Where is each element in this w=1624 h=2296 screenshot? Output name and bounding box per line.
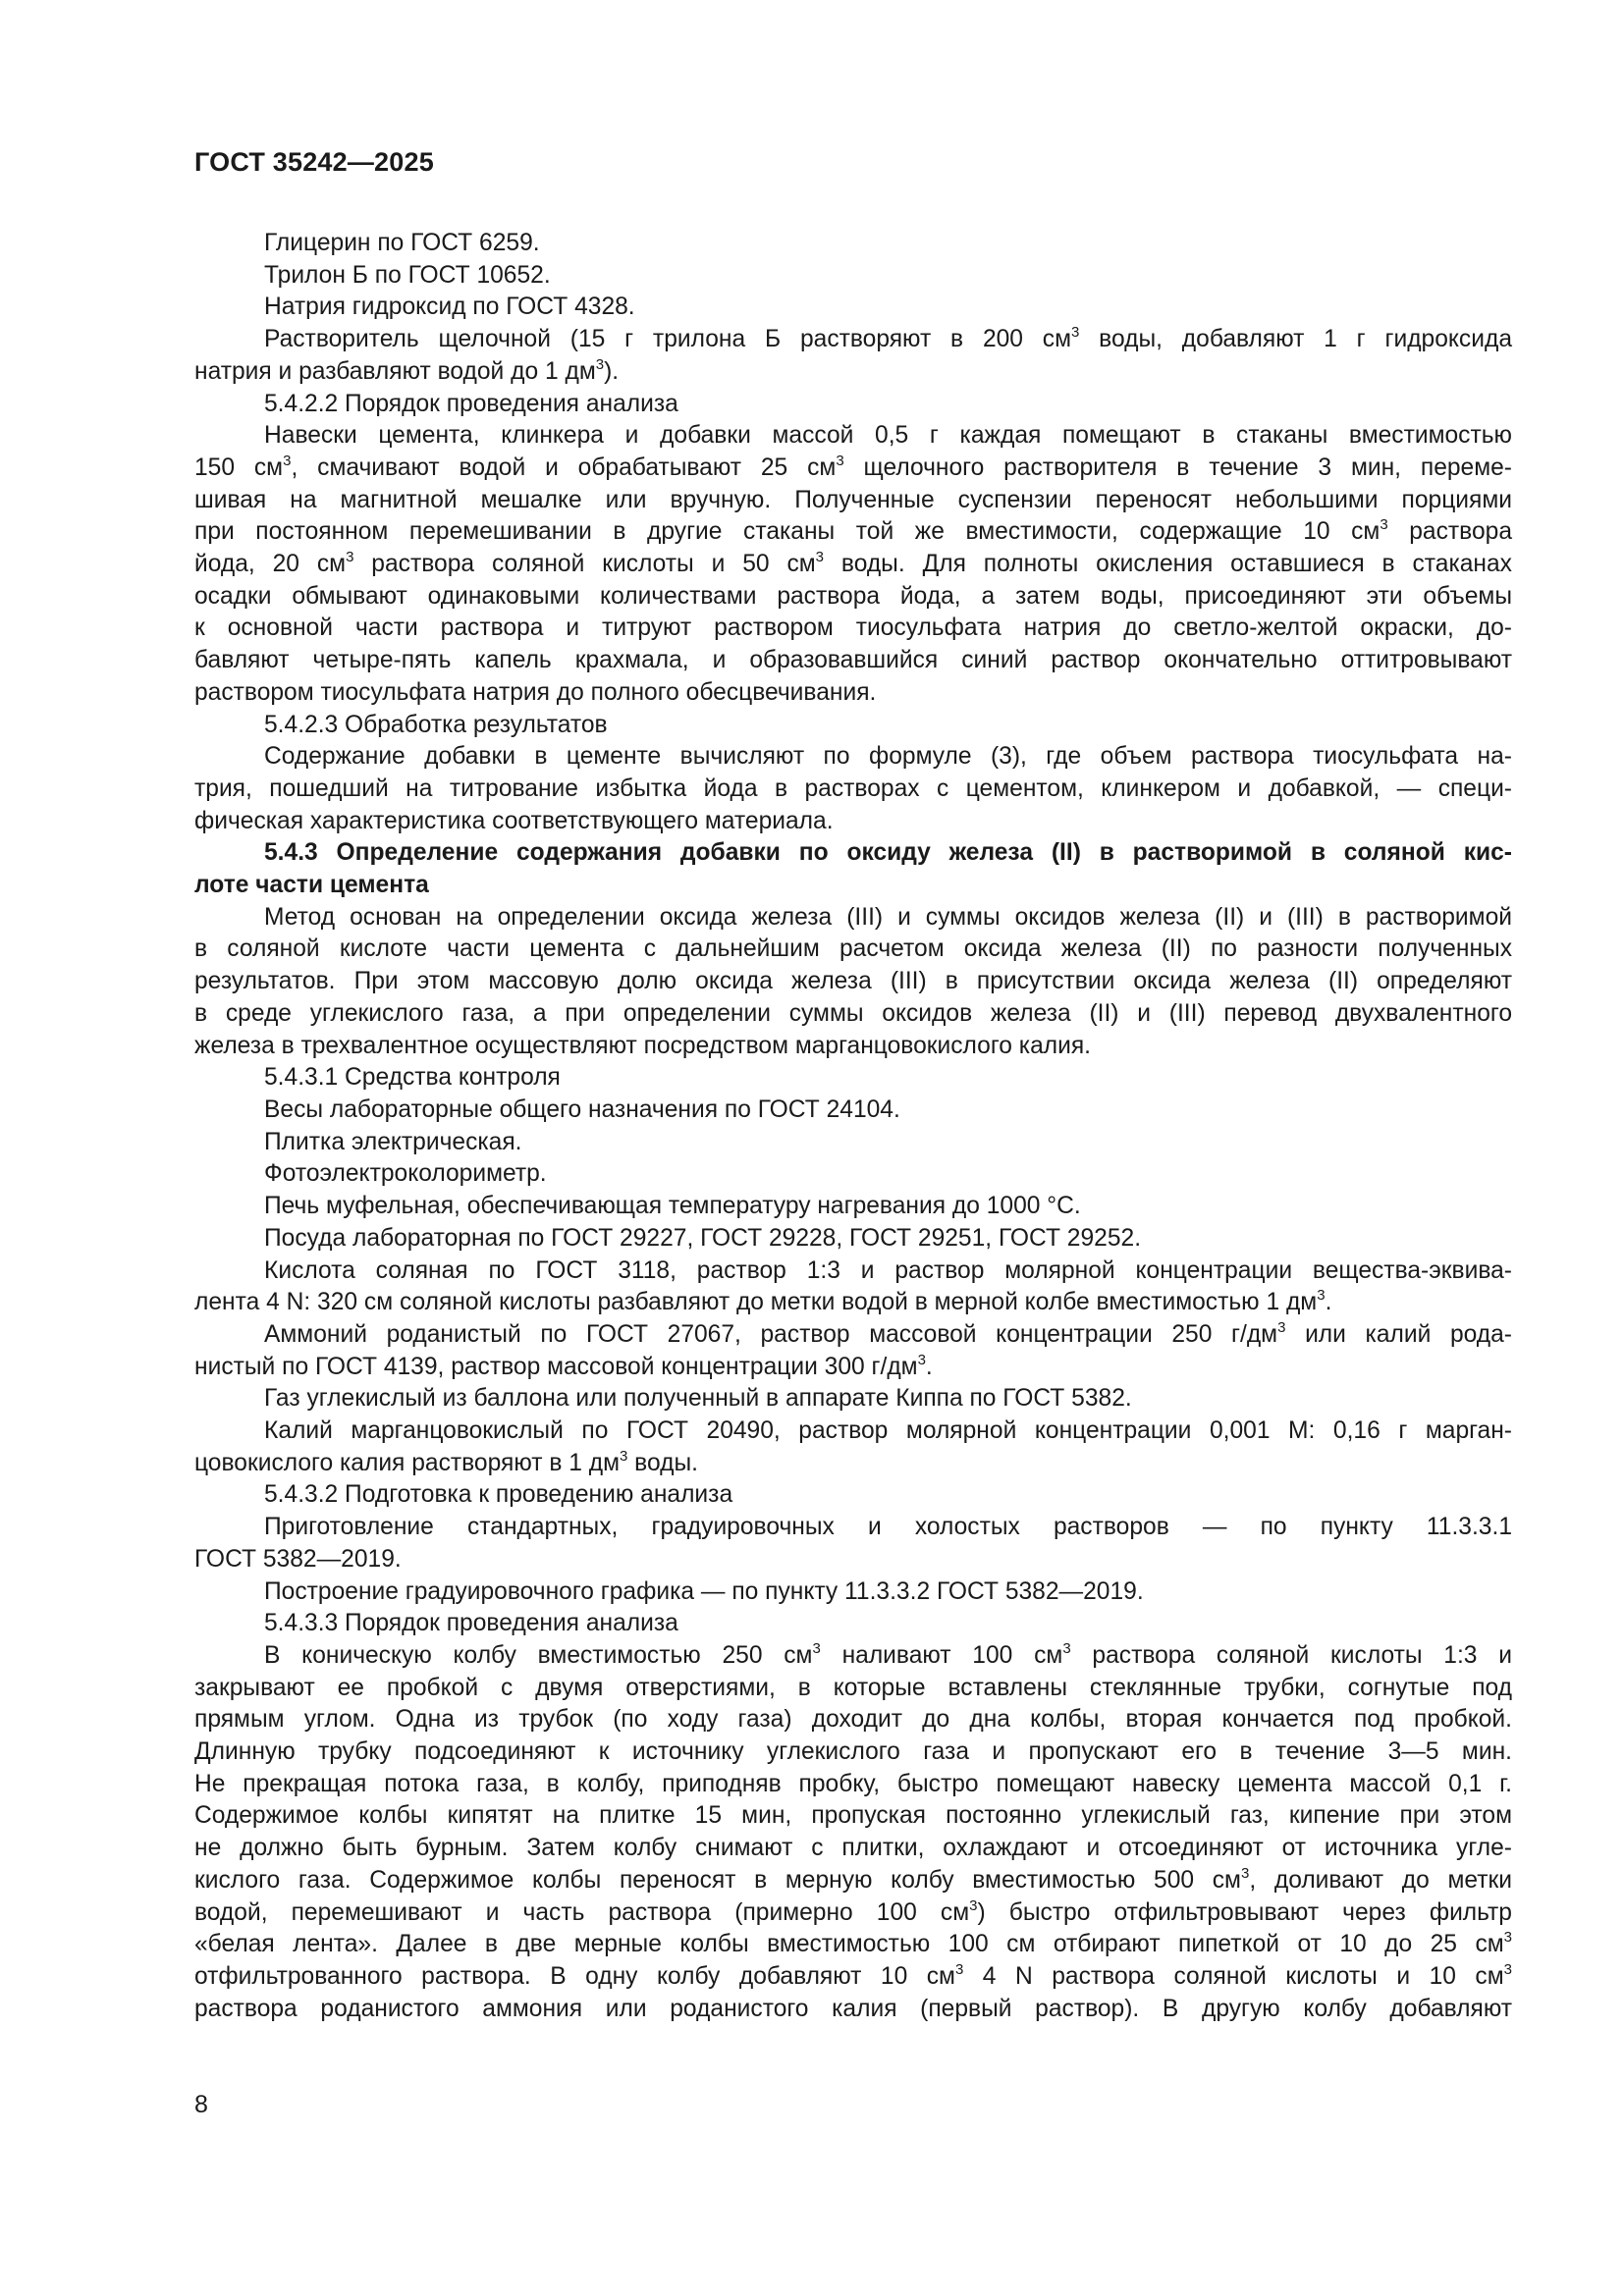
- text-run: Печь муфельная, обеспечивающая температуру нагревания до 1000 °С.: [264, 1193, 1081, 1220]
- text-line: [194, 1127, 1512, 1159]
- text-line: [194, 1736, 1512, 1769]
- text-line: [194, 1479, 1512, 1512]
- superscript: 3: [1317, 1287, 1326, 1305]
- text-line: [194, 645, 1512, 677]
- text-run: лента 4 N: 320 см соляной кислоты разбавляют до метки водой в мерной колбе вместимостью 1 дм: [194, 1289, 1318, 1316]
- text-line: [194, 1865, 1512, 1897]
- text-run: воды, добавляют 1 г гидроксида: [1079, 326, 1512, 353]
- text-line: [194, 1352, 1512, 1384]
- text-run: кислого газа. Содержимое колбы переносят в мерную колбу вместимостью 500 см: [194, 1866, 1241, 1894]
- text-run: Натрия гидроксид по ГОСТ 4328.: [264, 294, 635, 321]
- paragraph: [194, 324, 1512, 388]
- text-run: нистый по ГОСТ 4139, раствор массовой концентрации 300 г/дм: [194, 1353, 918, 1380]
- text-run: , смачивают водой и обрабатывают 25 см: [291, 454, 837, 481]
- paragraph: [194, 1383, 1512, 1415]
- text-run: Длинную трубку подсоединяют к источнику углекислого газа и пропускают его в течение 3—5 мин.: [194, 1738, 1512, 1766]
- paragraph: [194, 1415, 1512, 1479]
- text-line: [194, 389, 1512, 421]
- text-line: [194, 420, 1512, 453]
- paragraph: [194, 1158, 1512, 1191]
- text-run: «белая лента». Далее в две мерные колбы вместимостью 100 см отбирают пипеткой от 10 до 25 см: [194, 1931, 1504, 1958]
- text-line: [194, 1640, 1512, 1673]
- text-run: .: [1325, 1289, 1332, 1316]
- superscript: 3: [1277, 1318, 1286, 1336]
- text-run: 5.4.3.3 Порядок проведения анализа: [264, 1610, 678, 1637]
- text-line: [194, 1191, 1512, 1223]
- text-run: натрия и разбавляют водой до 1 дм: [194, 357, 596, 385]
- paragraph: [194, 710, 1512, 742]
- text-run: йода, 20 см: [194, 551, 347, 578]
- text-run: прямым углом. Одна из трубок (по ходу газа) доходит до дна колбы, вторая кончается под пробкой.: [194, 1706, 1512, 1734]
- paragraph: [194, 389, 1512, 421]
- paragraph: [194, 292, 1512, 324]
- text-line: [194, 1031, 1512, 1063]
- text-run: лоте части цемента: [194, 872, 429, 899]
- text-run: раствора: [1387, 518, 1512, 546]
- text-run: Навески цемента, клинкера и добавки массой 0,5 г каждая помещают в стаканы вместимостью: [264, 422, 1512, 450]
- text-line: [194, 1095, 1512, 1127]
- text-run: Кислота соляная по ГОСТ 3118, раствор 1:3 и раствор молярной концентрации вещества-эквива-: [264, 1256, 1512, 1284]
- text-line: [194, 677, 1512, 710]
- text-run: Содержание добавки в цементе вычисляют по формуле (3), где объем раствора тиосульфата на-: [264, 743, 1512, 771]
- text-run: осадки обмывают одинаковыми количествами раствора йода, а затем воды, присоединяют эти объемы: [194, 582, 1512, 610]
- text-line: [194, 1994, 1512, 2026]
- text-run: Газ углекислый из баллона или полученный в аппарате Киппа по ГОСТ 5382.: [264, 1385, 1132, 1413]
- text-run: 5.4.3 Определение содержания добавки по оксиду железа (II) в растворимой в соляной кис-: [264, 839, 1512, 867]
- text-run: Калий марганцовокислый по ГОСТ 20490, раствор молярной концентрации 0,001 М: 0,16 г марган-: [264, 1417, 1512, 1445]
- text-run: воды. Для полноты окисления оставшиеся в стаканах: [824, 551, 1512, 578]
- text-line: [194, 1800, 1512, 1833]
- text-run: или калий рода-: [1285, 1320, 1512, 1348]
- text-line: [194, 356, 1512, 389]
- paragraph: [194, 1512, 1512, 1575]
- text-run: ) быстро отфильтровывают через фильтр: [977, 1898, 1512, 1926]
- text-run: Не прекращая потока газа, в колбу, приподняв пробку, быстро помещают навеску цемента массой 0,1 г.: [194, 1770, 1512, 1797]
- text-run: закрывают ее пробкой с двумя отверстиями, в которые вставлены стеклянные трубки, согнутые под: [194, 1674, 1512, 1701]
- text-line: [194, 1961, 1512, 1994]
- text-run: Посуда лабораторная по ГОСТ 29227, ГОСТ 29228, ГОСТ 29251, ГОСТ 29252.: [264, 1224, 1142, 1252]
- paragraph: [194, 420, 1512, 709]
- text-run: Плитка электрическая.: [264, 1128, 522, 1155]
- paragraph: [194, 902, 1512, 1063]
- text-run: отфильтрованного раствора. В одну колбу добавляют 10 см: [194, 1962, 955, 1990]
- superscript: 3: [815, 549, 825, 566]
- text-run: цовокислого калия растворяют в 1 дм: [194, 1449, 620, 1476]
- superscript: 3: [1240, 1864, 1250, 1882]
- paragraph: [194, 1479, 1512, 1512]
- text-run: наливают 100 см: [820, 1641, 1063, 1669]
- text-line: [194, 1576, 1512, 1609]
- text-run: 150 см: [194, 454, 284, 481]
- text-run: Фотоэлектроколориметр.: [264, 1160, 547, 1188]
- paragraph: [194, 1255, 1512, 1319]
- text-line: [194, 1223, 1512, 1255]
- paragraph: [194, 1062, 1512, 1095]
- text-line: [194, 292, 1512, 324]
- superscript: 3: [1503, 1929, 1512, 1947]
- superscript: 3: [1380, 516, 1388, 534]
- text-line: [194, 228, 1512, 260]
- text-run: железа в трехвалентное осуществляют посредством марганцовокислого калия.: [194, 1032, 1092, 1059]
- document-body: [194, 228, 1512, 2025]
- text-run: в среде углекислого газа, а при определении суммы оксидов железа (II) и (III) перевод двухвалентного: [194, 999, 1512, 1027]
- paragraph: [194, 1608, 1512, 1640]
- text-line: [194, 741, 1512, 774]
- text-line: [194, 485, 1512, 517]
- superscript: 3: [1071, 324, 1080, 342]
- paragraph: [194, 1576, 1512, 1609]
- text-line: [194, 1512, 1512, 1544]
- text-run: Растворитель щелочной (15 г трилона Б растворяют в 200 см: [264, 326, 1072, 353]
- text-run: 5.4.2.3 Обработка результатов: [264, 711, 608, 738]
- document-header: ГОСТ 35242—2025: [194, 147, 434, 177]
- superscript: 3: [283, 452, 292, 469]
- text-line: [194, 934, 1512, 966]
- text-line: [194, 260, 1512, 293]
- text-run: бавляют четыре-пять капель крахмала, и образовавшийся синий раствор окончательно оттитровывают: [194, 647, 1512, 674]
- paragraph: [194, 228, 1512, 260]
- text-line: [194, 774, 1512, 806]
- text-run: 5.4.3.2 Подготовка к проведению анализа: [264, 1481, 733, 1509]
- superscript: 3: [595, 355, 605, 373]
- text-run: раствора роданистого аммония или роданистого калия (первый раствор). В другую колбу добавляют: [194, 1995, 1512, 2022]
- text-run: к основной части раствора и титруют раствором тиосульфата натрия до светло-желтой окраски, до-: [194, 614, 1512, 642]
- text-run: 4 N раствора соляной кислоты и 10 см: [963, 1962, 1504, 1990]
- text-run: раствора соляной кислоты 1:3 и: [1070, 1641, 1512, 1669]
- text-run: , доливают до метки: [1249, 1866, 1513, 1894]
- text-line: [194, 1158, 1512, 1191]
- text-line: [194, 837, 1512, 870]
- text-run: не должно быть бурным. Затем колбу снимают с плитки, охлаждают и отсоединяют от источника угле-: [194, 1835, 1512, 1862]
- paragraph: [194, 260, 1512, 293]
- text-run: 5.4.2.2 Порядок проведения анализа: [264, 390, 678, 417]
- text-run: Приготовление стандартных, градуировочных и холостых растворов — по пункту 11.3.3.1: [264, 1514, 1512, 1541]
- text-run: Построение градуировочного графика — по пункту 11.3.3.2 ГОСТ 5382—2019.: [264, 1577, 1144, 1605]
- paragraph: [194, 1191, 1512, 1223]
- text-run: трия, пошедший на титрование избытка йода в растворах с цементом, клинкером и добавкой, — специ-: [194, 774, 1512, 802]
- text-run: шивая на магнитной мешалке или вручную. Полученные суспензии переносят небольшими порциями: [194, 486, 1512, 513]
- paragraph: [194, 837, 1512, 901]
- text-line: [194, 581, 1512, 614]
- text-line: [194, 1673, 1512, 1705]
- superscript: 3: [346, 549, 354, 566]
- text-run: 5.4.3.1 Средства контроля: [264, 1064, 561, 1092]
- superscript: 3: [619, 1447, 628, 1465]
- text-line: [194, 1383, 1512, 1415]
- superscript: 3: [1503, 1960, 1512, 1978]
- text-line: [194, 1929, 1512, 1961]
- text-run: В коническую колбу вместимостью 250 см: [264, 1641, 813, 1669]
- superscript: 3: [969, 1896, 978, 1914]
- paragraph: [194, 1319, 1512, 1383]
- page-number: 8: [194, 2091, 208, 2118]
- text-line: [194, 1448, 1512, 1480]
- text-line: [194, 1833, 1512, 1865]
- text-line: [194, 1415, 1512, 1448]
- text-line: [194, 549, 1512, 581]
- text-line: [194, 1897, 1512, 1930]
- text-line: [194, 1704, 1512, 1736]
- text-run: Глицерин по ГОСТ 6259.: [264, 230, 540, 256]
- text-line: [194, 453, 1512, 485]
- text-line: [194, 870, 1512, 902]
- text-run: Содержимое колбы кипятят на плитке 15 мин, пропуская постоянно углекислый газ, кипение при этом: [194, 1802, 1512, 1830]
- text-line: [194, 998, 1512, 1031]
- superscript: 3: [917, 1351, 926, 1368]
- text-line: [194, 1544, 1512, 1576]
- paragraph: [194, 1127, 1512, 1159]
- text-run: при постоянном перемешивании в другие стаканы той же вместимости, содержащие 10 см: [194, 518, 1380, 546]
- text-line: [194, 1062, 1512, 1095]
- text-run: раствора соляной кислоты и 50 см: [353, 551, 816, 578]
- text-run: Метод основан на определении оксида железа (III) и суммы оксидов железа (II) и (III) в растворимой: [264, 903, 1512, 931]
- text-run: .: [925, 1353, 933, 1380]
- text-run: ГОСТ 5382—2019.: [194, 1545, 402, 1573]
- text-line: [194, 324, 1512, 356]
- text-run: Трилон Б по ГОСТ 10652.: [264, 261, 551, 289]
- text-line: [194, 1608, 1512, 1640]
- text-run: фическая характеристика соответствующего материала.: [194, 807, 834, 834]
- text-line: [194, 1769, 1512, 1801]
- text-run: Аммоний роданистый по ГОСТ 27067, раствор массовой концентрации 250 г/дм: [264, 1320, 1278, 1348]
- text-run: результатов. При этом массовую долю оксида железа (III) в присутствии оксида железа (II) определяют: [194, 968, 1512, 995]
- text-run: водой, перемешивают и часть раствора (примерно 100 см: [194, 1898, 970, 1926]
- paragraph: [194, 1095, 1512, 1127]
- superscript: 3: [1062, 1639, 1071, 1657]
- text-run: Весы лабораторные общего назначения по ГОСТ 24104.: [264, 1095, 900, 1123]
- text-line: [194, 1287, 1512, 1319]
- paragraph: [194, 1640, 1512, 2025]
- text-line: [194, 902, 1512, 934]
- paragraph: [194, 741, 1512, 837]
- text-line: [194, 806, 1512, 838]
- text-run: ).: [604, 357, 620, 385]
- text-line: [194, 966, 1512, 998]
- paragraph: [194, 1223, 1512, 1255]
- superscript: 3: [954, 1960, 964, 1978]
- text-line: [194, 613, 1512, 645]
- text-run: в соляной кислоте части цемента с дальнейшим расчетом оксида железа (II) по разности полученных: [194, 935, 1512, 963]
- text-line: [194, 1255, 1512, 1288]
- superscript: 3: [812, 1639, 821, 1657]
- text-line: [194, 710, 1512, 742]
- text-run: щелочного растворителя в течение 3 мин, переме-: [843, 454, 1513, 481]
- text-run: раствором тиосульфата натрия до полного обесцвечивания.: [194, 678, 877, 706]
- text-line: [194, 1319, 1512, 1352]
- superscript: 3: [836, 452, 844, 469]
- text-line: [194, 516, 1512, 549]
- text-run: воды.: [627, 1449, 698, 1476]
